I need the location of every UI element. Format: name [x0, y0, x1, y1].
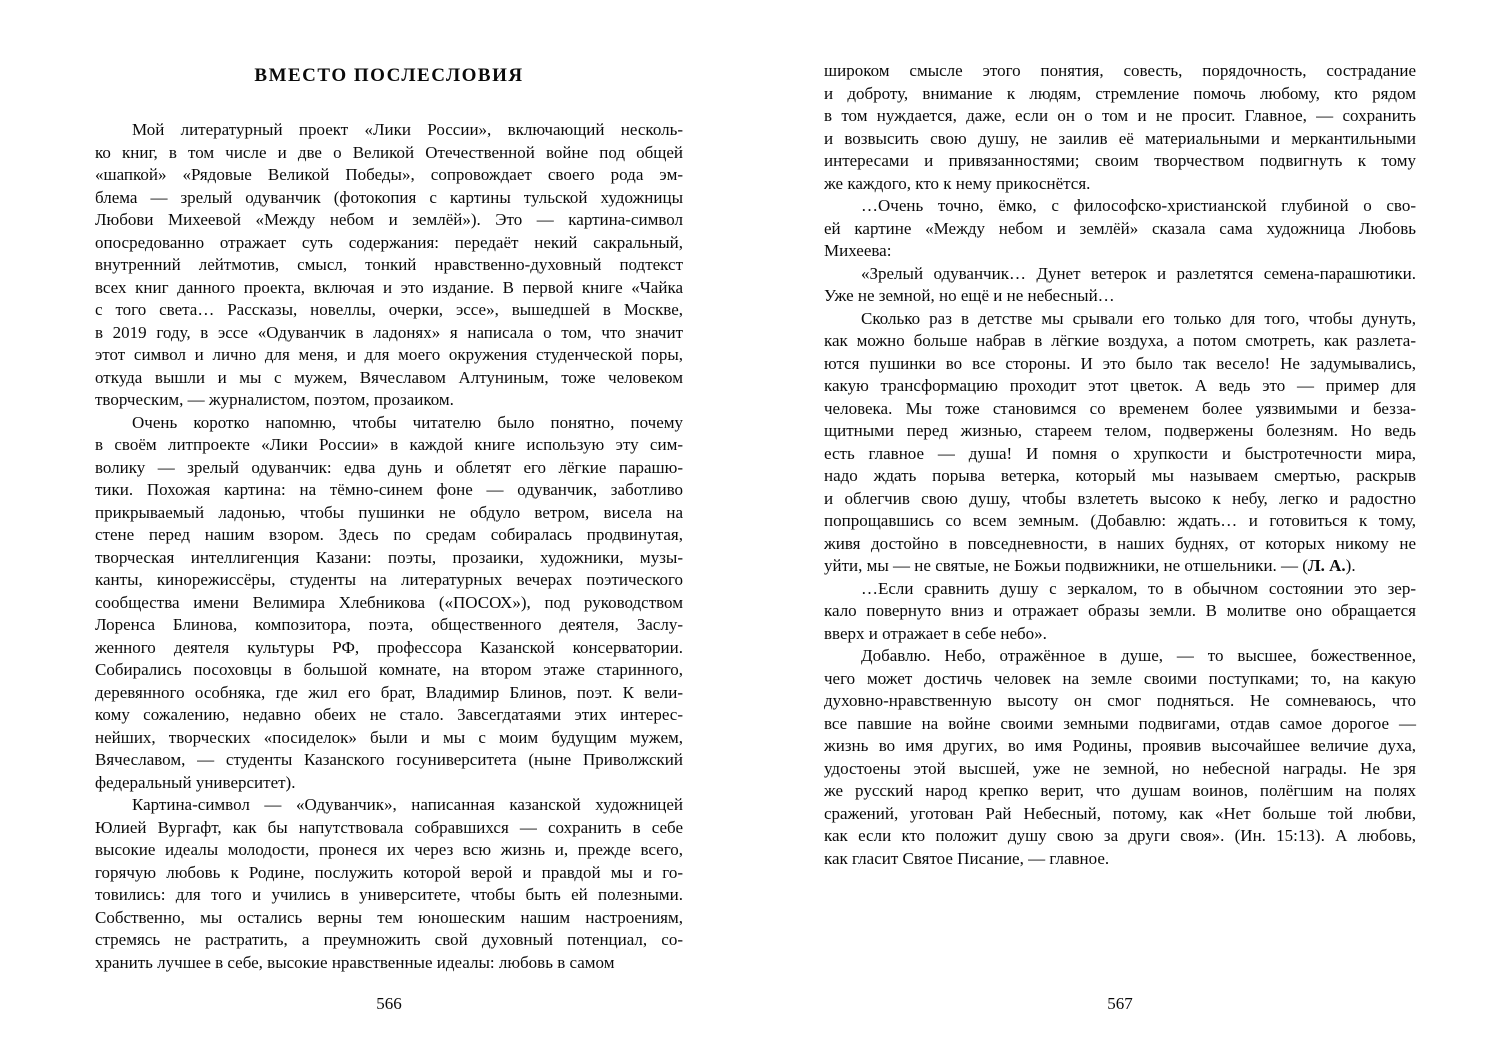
text-line: федеральный университет).: [95, 772, 296, 792]
text-line: канты, кинорежиссёры, студенты на литературных вечерах поэтического: [95, 570, 683, 589]
text-line: женного деятеля культуры РФ, профессора Казанской консерватории.: [95, 637, 683, 657]
text-line: все павшие на войне своими земными подвигами, отдав самое дорогое —: [824, 713, 1416, 733]
text-line: удостоены этой высшей, уже не земной, но небесной награды. Не зря: [824, 758, 1416, 778]
text-line: кало повернуто вниз и отражает образы земли. В молитве оно обращается: [824, 601, 1416, 620]
text-line: откуда вышли и мы с мужем, Вячеславом Алтуниным, тоже человеком: [95, 367, 683, 387]
text-line: нейших, творческих «посиделок» были и мы с моим будущим мужем,: [95, 727, 683, 747]
text-line: Михеева:: [824, 241, 892, 260]
text-line: щитными перед жизнью, стареем телом, подвержены болезням. Но ведь: [824, 421, 1416, 440]
chapter-heading: ВМЕСТО ПОСЛЕСЛОВИЯ: [254, 65, 524, 86]
text-line: ются пушинки во все стороны. И это было так весело! Не задумывались,: [824, 353, 1416, 373]
text-line: широком смысле этого понятия, совесть, порядочность, сострадание: [824, 61, 1416, 80]
text-line: как гласит Святое Писание, — главное.: [824, 848, 1110, 868]
text-line: Вячеславом, — студенты Казанского госуниверситета (ныне Приволжский: [95, 750, 683, 769]
text-line: Собирались посоховцы в большой комнате, на втором этаже старинного,: [95, 660, 683, 679]
text-line: …Если сравнить душу с зеркалом, то в обычном состоянии это зер-: [861, 578, 1416, 598]
text-line: товились: для того и учились в университете, чтобы быть ей полезными.: [95, 885, 683, 904]
text-line: Лоренса Блинова, композитора, поэта, общественного деятеля, Заслу-: [95, 615, 683, 634]
text-line: хранить лучшее в себе, высокие нравственные идеалы: любовь в самом: [95, 952, 615, 972]
text-line: творческая интеллигенция Казани: поэты, прозаики, художники, музы-: [95, 547, 683, 567]
text-line: Любови Михеевой «Между небом и землёй»). Это — картина-символ: [95, 210, 683, 229]
text-line: чего может достичь человек на земле своими поступками; то, на какую: [824, 668, 1416, 688]
text-line: духовно-нравственную высоту он смог подняться. Не сомневаюсь, что: [824, 691, 1416, 710]
text-line: интересами и привязанностями; своим творчеством подвигнуть к тому: [824, 151, 1416, 170]
text-line: Картина-символ — «Одуванчик», написанная казанской художницей: [132, 795, 683, 814]
text-line: «шапкой» «Рядовые Великой Победы», сопровождает своего рода эм-: [95, 165, 683, 184]
text-line: и облегчив свою душу, чтобы взлететь высоко к небу, легко и радостно: [824, 488, 1416, 508]
text-line: блема — зрелый одуванчик (фотокопия с картины тульской художницы: [95, 187, 683, 207]
text-line: живя достойно в повседневности, в наших буднях, от которых никому не: [824, 533, 1416, 553]
page-left-text: [95, 119, 683, 974]
text-line: же каждого, кто к нему прикоснётся.: [824, 173, 1091, 193]
text-line: Мой литературный проект «Лики России», включающий несколь-: [132, 120, 683, 139]
text-line: Юлией Вургафт, как бы напутствовала собравшихся — сохранить в себе: [95, 817, 683, 837]
text-line: как если кто положит душу свою за други своя». (Ин. 15:13). А любовь,: [824, 826, 1416, 845]
text-line: и доброту, внимание к людям, стремление помочь любому, кто рядом: [824, 83, 1416, 103]
text-line: Добавлю. Небо, отражённое в душе, — то высшее, божественное,: [861, 646, 1416, 665]
text-line: всех книг данного проекта, включая и это издание. В первой книге «Чайка: [95, 277, 683, 297]
text-line: кому сожалению, недавно обеих не стало. Завсегдатаями этих интерес-: [95, 705, 683, 724]
text-line: стене перед нашим взором. Здесь по средам собиралась продвинутая,: [95, 525, 683, 544]
text-line: этот символ и лично для меня, и для моего окружения студенческой поры,: [95, 345, 683, 364]
text-line: вверх и отражает в себе небо».: [824, 623, 1047, 643]
text-line: творческим, — журналистом, поэтом, прозаиком.: [95, 390, 454, 409]
text-line: высокие идеалы молодости, пронеся их через всю жизнь и, прежде всего,: [95, 840, 683, 859]
text-line: горячую любовь к Родине, послужить которой верой и правдой мы и го-: [95, 862, 683, 882]
text-line: и возвысить свою душу, не заилив её материальными и меркантильными: [824, 128, 1416, 148]
page-right-text: [824, 60, 1416, 870]
text-line: жизнь во имя других, во имя Родины, проявив высочайшее величие духа,: [824, 736, 1416, 755]
text-line: Собственно, мы остались верны тем юношеским нашим настроениям,: [95, 907, 683, 927]
text-line: в том нуждается, даже, если он о том и не просит. Главное, — сохранить: [824, 106, 1416, 125]
text-line: Очень коротко напомню, чтобы читателю было понятно, почему: [132, 412, 683, 432]
text-line: прикрываемый ладонью, чтобы пушинки не обдуло ветром, висела на: [95, 502, 683, 522]
text-line: в своём литпроекте «Лики России» в каждой книге использую эту сим-: [95, 435, 683, 454]
text-line: как можно больше набрав в лёгкие воздуха, а потом смотреть, как разлета-: [824, 331, 1416, 350]
text-line: деревянного особняка, где жил его брат, Владимир Блинов, поэт. К вели-: [95, 682, 683, 702]
page-number: 566: [376, 994, 402, 1013]
text-line: какую трансформацию проходит этот цветок. А ведь это — пример для: [824, 376, 1416, 395]
text-line: тики. Похожая картина: на тёмно-синем фоне — одуванчик, заботливо: [95, 480, 683, 499]
text-line: же русский народ крепко верит, что душам воинов, полёгшим на полях: [824, 781, 1416, 800]
text-line: сообщества имени Велимира Хлебникова («ПОСОХ»), под руководством: [95, 592, 683, 612]
text-line: волику — зрелый одуванчик: едва дунь и облетят его лёгкие парашю-: [95, 457, 683, 477]
text-line: …Очень точно, ёмко, с философско-христианской глубиной о сво-: [861, 196, 1416, 215]
text-line: с того света… Рассказы, новеллы, очерки, эссе», вышедшей в Москве,: [95, 300, 683, 319]
page-right: [824, 60, 1416, 870]
text-line: опосредованно отражает суть содержания: передаёт некий сакральный,: [95, 232, 683, 252]
page-left: [95, 60, 683, 974]
text-line: Сколько раз в детстве мы срывали его только для того, чтобы дунуть,: [861, 308, 1416, 328]
text-line: уйти, мы — не святые, не Божьи подвижники, не отшельники. — (Л. А.).: [824, 556, 1356, 575]
page-number: 567: [1107, 994, 1133, 1013]
text-line: ей картине «Между небом и землёй» сказала сама художница Любовь: [824, 218, 1416, 238]
text-line: внутренний лейтмотив, смысл, тонкий нравственно-духовный подтекст: [95, 255, 683, 274]
text-line: «Зрелый одуванчик… Дунет ветерок и разлетятся семена-парашютики.: [861, 263, 1416, 283]
text-line: Уже не земной, но ещё и не небесный…: [824, 286, 1115, 305]
text-line: надо ждать порыва ветерка, который мы называем смертью, раскрыв: [824, 466, 1416, 485]
text-line: сражений, уготован Рай Небесный, потому, как «Нет больше той любви,: [824, 803, 1416, 823]
text-line: попрощавшись со всем земным. (Добавлю: ждать… и готовиться к тому,: [824, 511, 1416, 530]
text-line: человека. Мы тоже становимся со временем более уязвимыми и безза-: [824, 398, 1416, 418]
text-line: стремясь не растратить, а преумножить свой духовный потенциал, со-: [95, 930, 683, 949]
text-line: ко книг, в том числе и две о Великой Отечественной войне под общей: [95, 142, 683, 162]
text-line: в 2019 году, в эссе «Одуванчик в ладонях» я написала о том, что значит: [95, 322, 683, 342]
text-line: есть главное — душа! И помня о хрупкости и быстротечности мира,: [824, 443, 1416, 463]
